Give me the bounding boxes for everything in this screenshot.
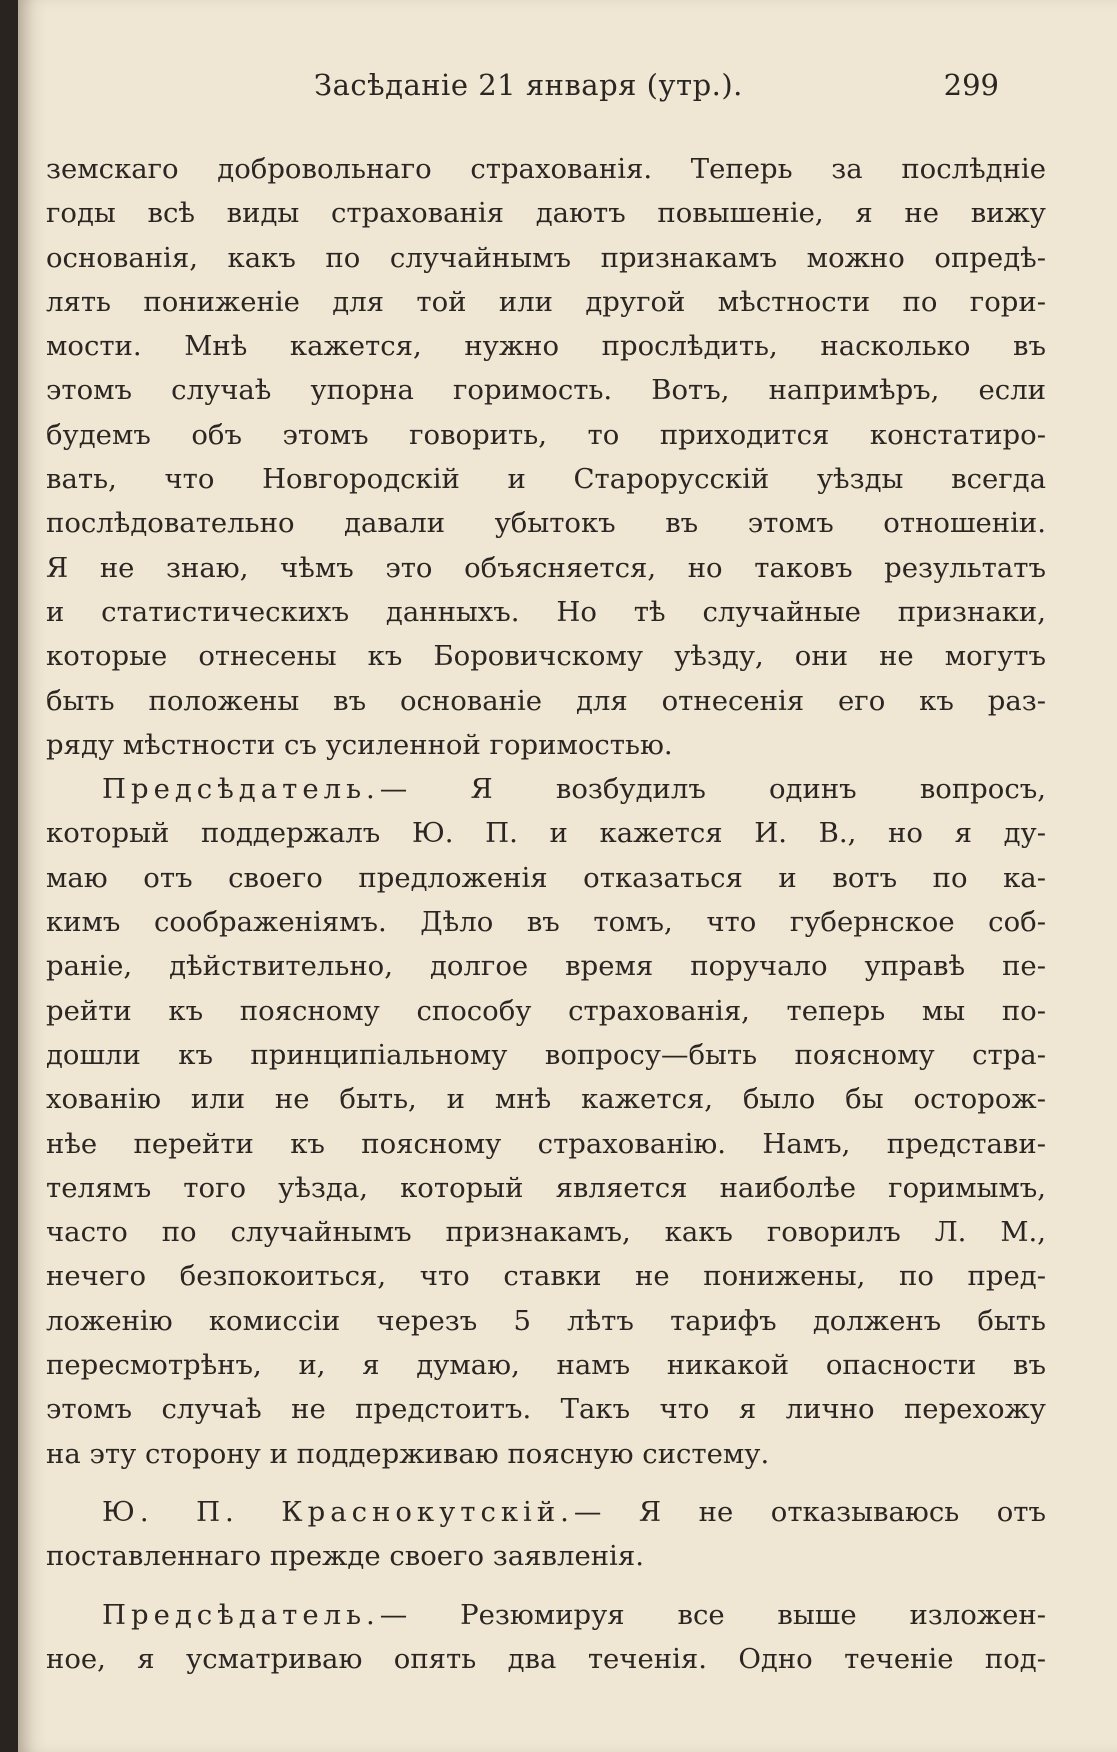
paragraph [46,767,1046,1476]
text-line: поставленнаго прежде своего заявленія. [46,1540,644,1573]
text-line: рейти къ поясному способу страхованія, теперь мы по- [46,994,1046,1027]
text-line: который поддержалъ Ю. П. и кажется И. В., но я ду- [46,817,1046,850]
page-number: 299 [943,68,999,102]
speaker-name: Предсѣдатель. [102,773,380,806]
speaker-name: Предсѣдатель. [102,1598,380,1631]
text-line: дошли къ принципіальному вопросу—быть поясному стра- [46,1038,1046,1071]
text-line: которые отнесены къ Боровичскому уѣзду, они не могутъ [46,640,1046,673]
page-body [46,147,1046,1681]
text-line: будемъ объ этомъ говорить, то приходится констатиро- [46,418,1046,451]
book-page [18,0,1117,1752]
text-line: ное, я усматриваю опять два теченія. Одно теченіе под- [46,1642,1046,1675]
text-line: лять пониженіе для той или другой мѣстности по гори- [46,285,1046,318]
paragraph-gap [46,1579,1046,1593]
speaker-name: Ю. П. Краснокутскій. [102,1495,574,1528]
text-line: мости. Мнѣ кажется, нужно прослѣдить, насколько въ [46,330,1046,363]
text-line: нѣе перейти къ поясному страхованію. Намъ, представи- [46,1127,1046,1160]
paragraph-gap [46,1476,1046,1490]
paragraph [46,1490,1046,1579]
text-line: хованію или не быть, и мнѣ кажется, было бы осторож- [46,1083,1046,1116]
text-line [46,1593,1046,1637]
text-line: этомъ случаѣ не предстоитъ. Такъ что я лично перехожу [46,1393,1046,1426]
speech-text: — Я возбудилъ одинъ вопросъ, [379,773,1046,806]
text-line: кимъ соображеніямъ. Дѣло въ томъ, что губернское соб- [46,906,1046,939]
speech-text: — Резюмируя все выше изложен- [379,1598,1046,1631]
text-line: часто по случайнымъ признакамъ, какъ говорилъ Л. М., [46,1216,1046,1249]
text-line: нечего безпокоиться, что ставки не понижены, по пред- [46,1260,1046,1293]
text-line [46,1490,1046,1534]
text-line: этомъ случаѣ упорна горимость. Вотъ, напримѣръ, если [46,374,1046,407]
paragraph [46,1593,1046,1682]
text-line: ряду мѣстности съ усиленной горимостью. [46,728,673,761]
text-line: вать, что Новгородскій и Старорусскій уѣзды всегда [46,463,1046,496]
text-line: на эту сторону и поддерживаю поясную систему. [46,1437,770,1470]
text-line: Я не знаю, чѣмъ это объясняется, но таковъ результатъ [46,551,1046,584]
text-line: послѣдовательно давали убытокъ въ этомъ отношеніи. [46,507,1046,540]
text-line: земскаго добровольнаго страхованія. Теперь за послѣдніе [46,153,1046,185]
text-line: пересмотрѣнъ, и, я думаю, намъ никакой опасности въ [46,1349,1046,1382]
text-line: годы всѣ виды страхованія даютъ повышеніе, я не вижу [46,197,1046,230]
text-line: быть положены въ основаніе для отнесенія его къ раз- [46,684,1046,717]
text-line: телямъ того уѣзда, который является наиболѣе горимымъ, [46,1171,1046,1204]
text-line [46,767,1046,811]
running-head: Засѣданіе 21 января (утр.). [314,68,743,102]
text-line: и статистическихъ данныхъ. Но тѣ случайные признаки, [46,595,1046,628]
text-line: маю отъ своего предложенія отказаться и вотъ по ка- [46,861,1046,894]
text-line: ложенію комиссіи черезъ 5 лѣтъ тарифъ долженъ быть [46,1304,1046,1337]
speech-text: — Я не отказываюсь отъ [573,1495,1046,1528]
text-line: основанія, какъ по случайнымъ признакамъ можно опредѣ- [46,241,1046,274]
paragraph [46,147,1046,767]
page-header [18,68,1117,118]
text-line: раніе, дѣйствительно, долгое время поручало управѣ пе- [46,950,1046,983]
